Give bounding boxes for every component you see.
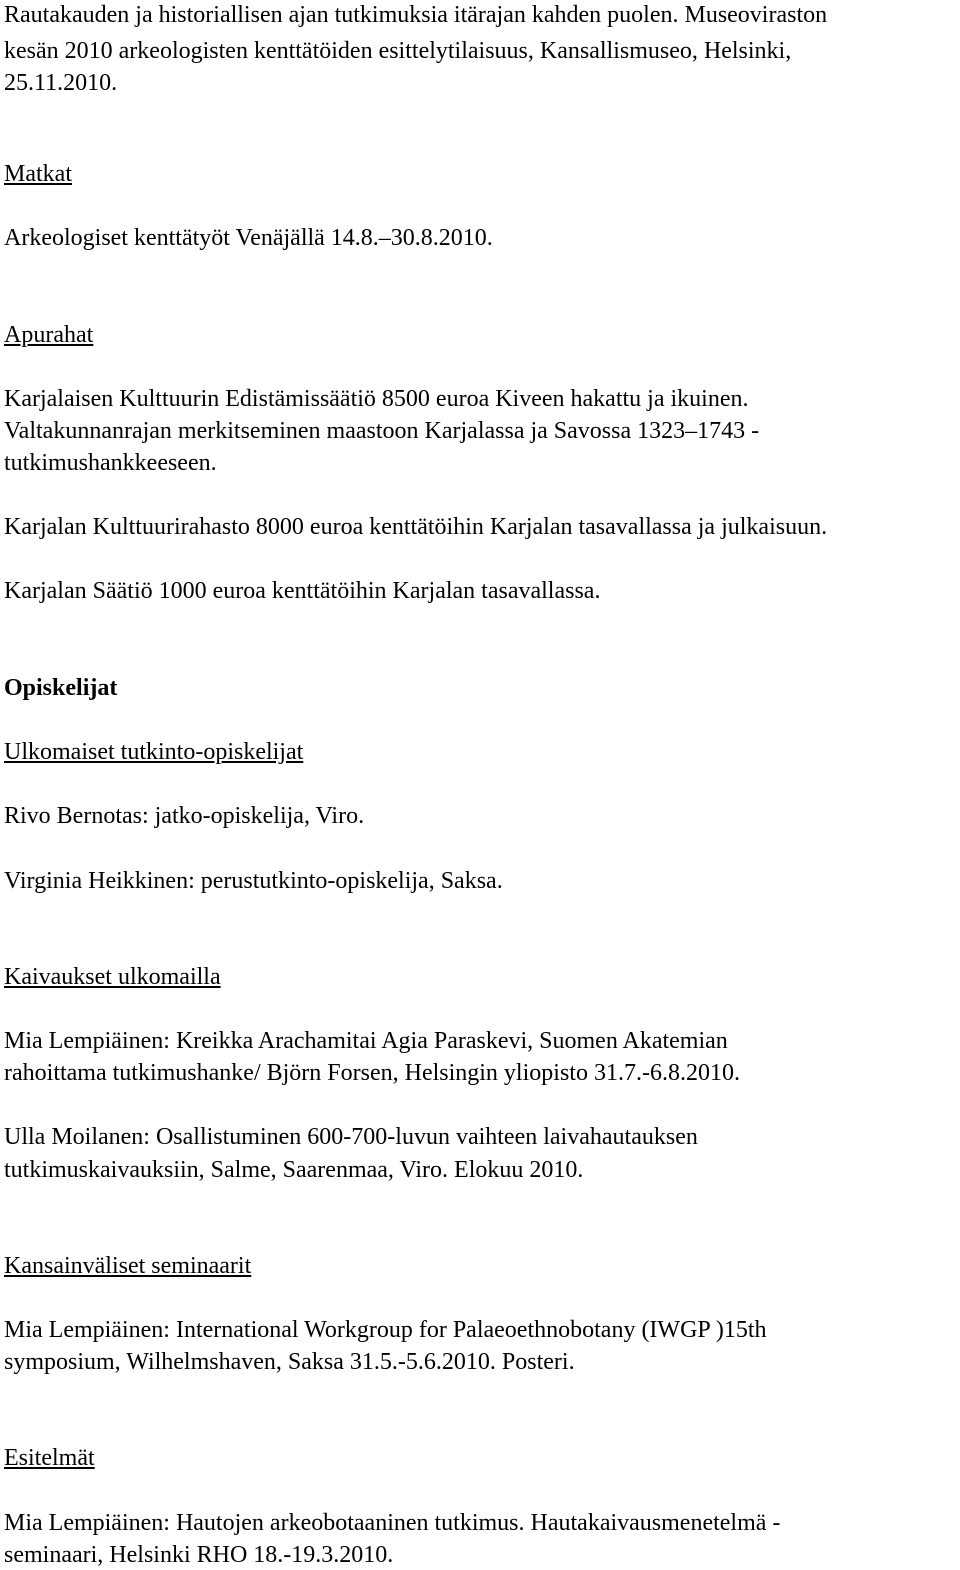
esitelmat-item-1-line-2: seminaari, Helsinki RHO 18.-19.3.2010. (4, 1542, 394, 1568)
intro-line-3: 25.11.2010. (4, 70, 118, 96)
section-heading-esitelmat: Esitelmät (4, 1445, 95, 1471)
section-heading-opiskelijat: Opiskelijat (4, 675, 118, 701)
intro-line-1: Rautakauden ja historiallisen ajan tutkimuksia itärajan kahden puolen. Museoviraston (4, 2, 828, 28)
section-heading-apurahat: Apurahat (4, 322, 94, 348)
apurahat-item-1-line-1: Karjalaisen Kulttuurin Edistämissäätiö 8500 euroa Kiveen hakattu ja ikuinen. (4, 386, 749, 412)
kaivaukset-item-1-line-1: Mia Lempiäinen: Kreikka Arachamitai Agia Paraskevi, Suomen Akatemian (4, 1028, 728, 1054)
kaivaukset-item-2-line-2: tutkimuskaivauksiin, Salme, Saarenmaa, Viro. Elokuu 2010. (4, 1157, 584, 1183)
apurahat-item-2: Karjalan Kulttuurirahasto 8000 euroa kenttätöihin Karjalan tasavallassa ja julkaisuun. (4, 514, 828, 540)
apurahat-item-1-line-2: Valtakunnanrajan merkitseminen maastoon Karjalassa ja Savossa 1323–1743 - (4, 418, 760, 444)
sub-heading-ulkomaiset: Ulkomaiset tutkinto-opiskelijat (4, 739, 304, 765)
matkat-item-1: Arkeologiset kenttätyöt Venäjällä 14.8.–30.8.2010. (4, 225, 493, 251)
intro-line-2: kesän 2010 arkeologisten kenttätöiden esittelytilaisuus, Kansallismuseo, Helsinki, (4, 38, 792, 64)
seminaarit-item-1-line-2: symposium, Wilhelmshaven, Saksa 31.5.-5.6.2010. Posteri. (4, 1349, 575, 1375)
seminaarit-item-1-line-1: Mia Lempiäinen: International Workgroup for Palaeoethnobotany (IWGP )15th (4, 1317, 767, 1343)
opiskelijat-item-1: Rivo Bernotas: jatko-opiskelija, Viro. (4, 803, 365, 829)
apurahat-item-1-line-3: tutkimushankkeeseen. (4, 450, 217, 476)
apurahat-item-3: Karjalan Säätiö 1000 euroa kenttätöihin Karjalan tasavallassa. (4, 578, 601, 604)
kaivaukset-item-1-line-2: rahoittama tutkimushanke/ Björn Forsen, Helsingin yliopisto 31.7.-6.8.2010. (4, 1060, 740, 1086)
section-heading-kaivaukset: Kaivaukset ulkomailla (4, 964, 221, 990)
opiskelijat-item-2: Virginia Heikkinen: perustutkinto-opiskelija, Saksa. (4, 868, 503, 894)
kaivaukset-item-2-line-1: Ulla Moilanen: Osallistuminen 600-700-luvun vaihteen laivahautauksen (4, 1124, 698, 1150)
esitelmat-item-1-line-1: Mia Lempiäinen: Hautojen arkeobotaaninen tutkimus. Hautakaivausmenetelmä - (4, 1510, 781, 1536)
section-heading-matkat: Matkat (4, 161, 72, 187)
section-heading-seminaarit: Kansainväliset seminaarit (4, 1253, 252, 1279)
